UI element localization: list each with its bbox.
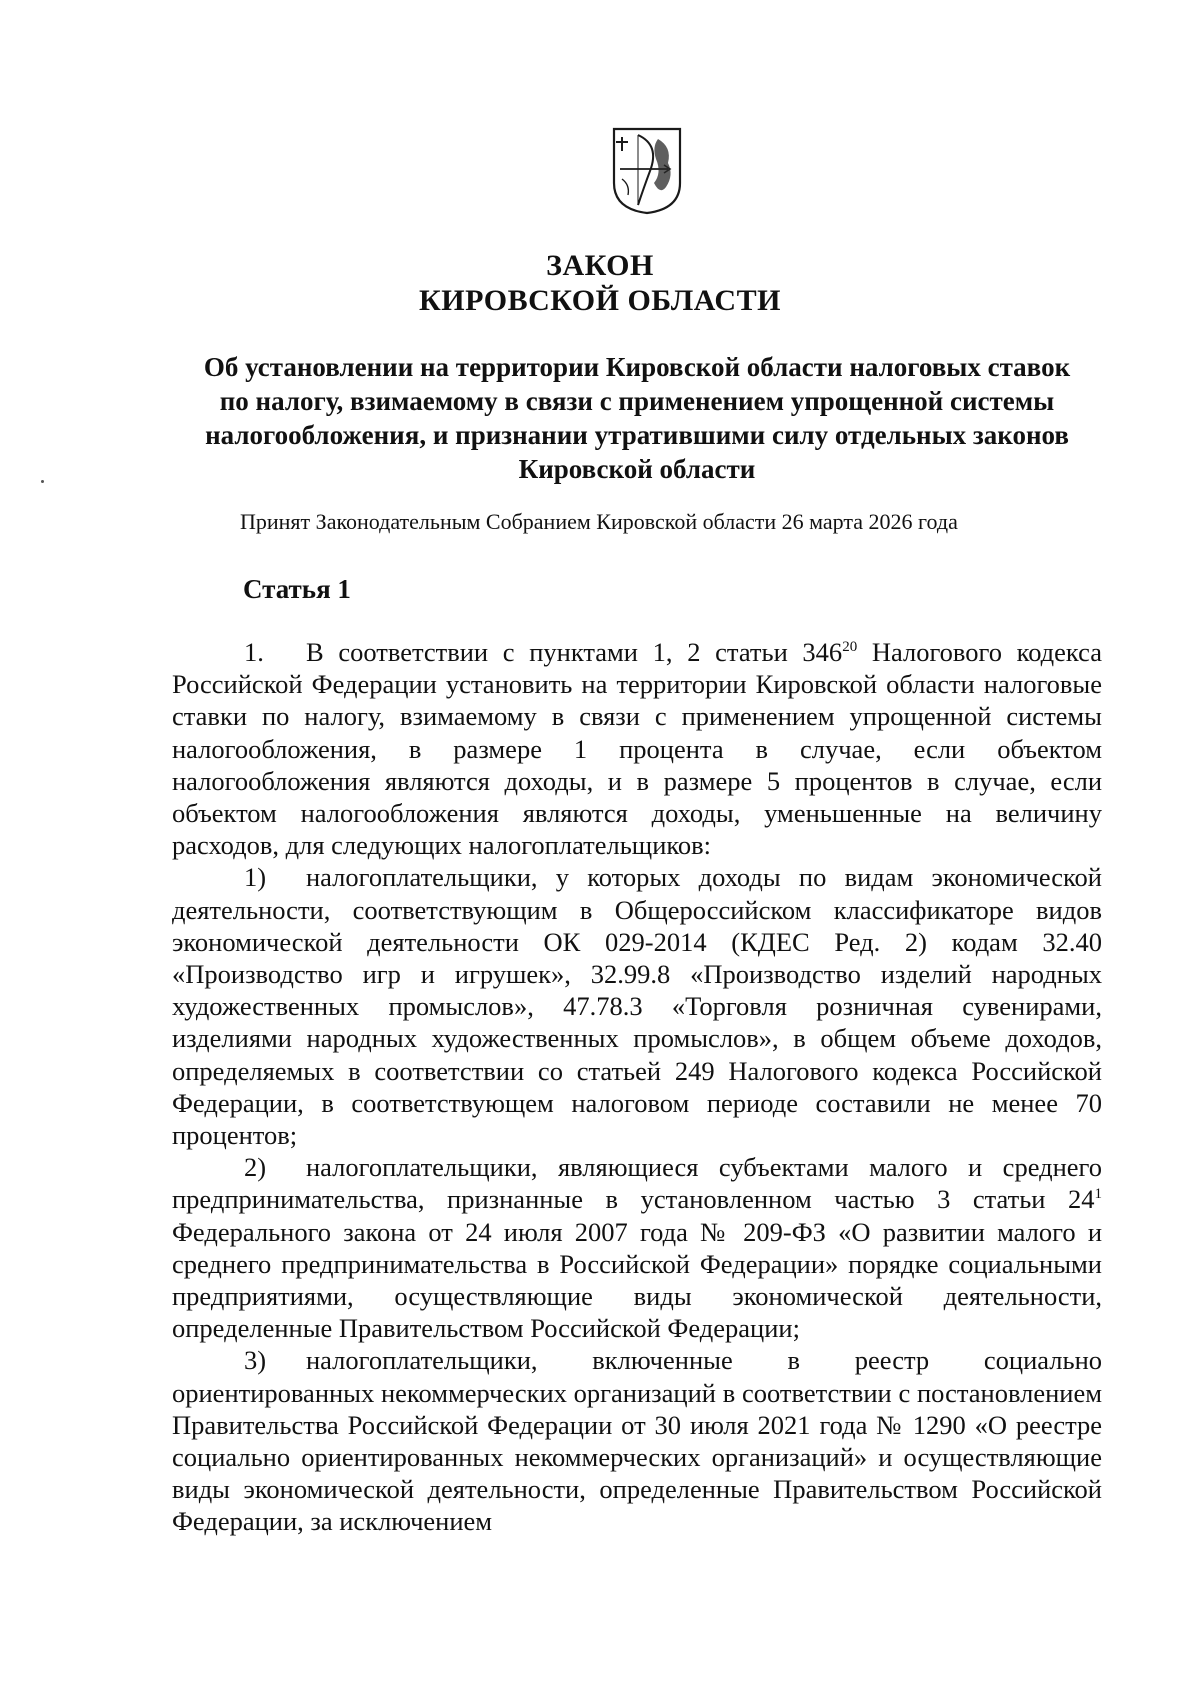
item-number: 3) xyxy=(244,1345,267,1376)
subtitle-line: по налогу, взимаемому в связи с применением упрощенной системы xyxy=(219,386,1055,416)
subtitle-line: Об установлении на территории Кировской области налоговых ставок xyxy=(203,352,1071,382)
item-number: 2) xyxy=(244,1152,267,1183)
paragraph-number: 1. xyxy=(244,637,264,667)
superscript: 20 xyxy=(842,639,858,656)
paragraph-text: Налогового кодекса Российской Федерации установить на территории Кировской области налоговые ставки по налогу, взимаемому в связи с применением упрощенной системы налогообложения, в размере 1 процента в случае, если объектом налогообложения являются доходы, и в размере 5 процентов в случае, если объектом налогообложения являются доходы, уменьшенные на величину расходов, для следующих налогоплательщиков: xyxy=(172,637,1102,861)
subtitle-line: налогообложения, и признании утратившими силу отдельных законов xyxy=(205,420,1069,450)
list-item-2 xyxy=(172,1151,1102,1344)
superscript: 1 xyxy=(1094,1186,1102,1203)
paragraph-1 xyxy=(172,636,1102,861)
list-item-1 xyxy=(172,861,1102,1151)
item-text: налогоплательщики, являющиеся субъектами малого и среднего предпринимательства, признанные в установленном частью 3 статьи 24 xyxy=(172,1152,1102,1215)
adoption-note: Принят Законодательным Собранием Кировской области 26 марта 2026 года xyxy=(240,509,958,534)
list-item-3 xyxy=(172,1344,1102,1537)
law-title: ЗАКОН xyxy=(546,249,654,282)
law-region: КИРОВСКОЙ ОБЛАСТИ xyxy=(419,284,781,317)
item-text: налогоплательщики, у которых доходы по видам экономической деятельности, соответствующим в Общероссийском классификаторе видов экономической деятельности ОК 029-2014 (КДЕС Ред. 2) кодам 32.40 «Производство игр и игрушек», 32.99.8 «Производство изделий народных художественных промыслов», 47.78.3 «Торговля розничная сувенирами, изделиями народных художественных промыслов», в общем объеме доходов, определяемых в соответствии со статьей 249 Налогового кодекса Российской Федерации, в соответствующем налоговом периоде составили не менее 70 процентов; xyxy=(172,862,1102,1151)
kirov-oblast-coat-of-arms-icon xyxy=(608,125,686,215)
article-body xyxy=(172,636,1102,1538)
item-text: Федерального закона от 24 июля 2007 года № 209-ФЗ «О развитии малого и среднего предпринимательства в Российской Федерации» порядке социальными предприятиями, осуществляющие виды экономической деятельности, определенные Правительством Российской Федерации; xyxy=(172,1216,1102,1344)
item-text: налогоплательщики, включенные в реестр социально ориентированных некоммерческих организаций в соответствии с постановлением Правительства Российской Федерации от 30 июля 2021 года № 1290 «О реестре социально ориентированных некоммерческих организаций» и осуществляющие виды экономической деятельности, определенные Правительством Российской Федерации, за исключением xyxy=(172,1345,1102,1537)
scan-speck xyxy=(41,480,44,483)
paragraph-text: В соответствии с пунктами 1, 2 статьи 346 xyxy=(306,637,843,667)
item-number: 1) xyxy=(244,862,267,893)
article-heading: Статья 1 xyxy=(243,574,351,604)
subtitle-line: Кировской области xyxy=(518,454,756,484)
law-subtitle xyxy=(170,350,1104,486)
